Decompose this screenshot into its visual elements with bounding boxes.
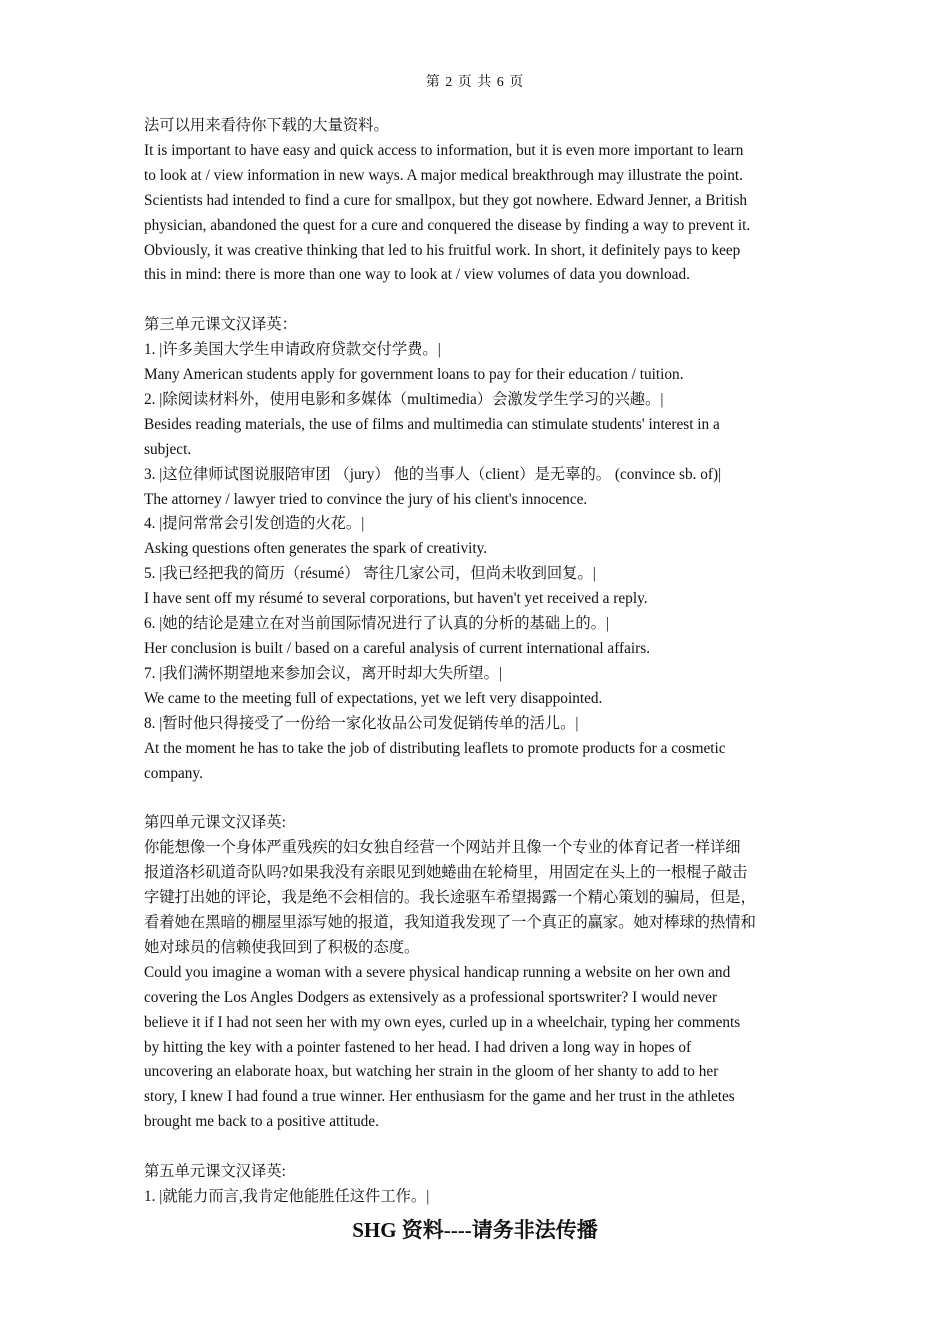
footer-notice: SHG 资料----请务非法传播 [352,1218,598,1242]
item-en: Many American students apply for government loans to pay for their education / tuition. [144,366,684,384]
unit3-item-4 [144,512,816,562]
unit2-cn-tail: 法可以用来看待你下载的大量资料。 [144,117,389,134]
unit2-en-paragraph [144,139,816,288]
item-en: At the moment he has to take the job of distributing leaflets to promote products for a cosmetic [144,739,726,757]
item-cn: 6. |她的结论是建立在对当前国际情况进行了认真的分析的基础上的。| [144,615,610,633]
item-cn: 7. |我们满怀期望地来参加会议，离开时却大失所望。| [144,664,502,682]
item-cn: 5. |我已经把我的简历（résumé） 寄往几家公司，但尚未收到回复。| [144,565,596,583]
item-en: Asking questions often generates the spark of creativity. [144,540,488,558]
text-line: believe it if I had not seen her with my own eyes, curled up in a wheelchair, typing her comments [144,1013,741,1031]
item-en: We came to the meeting full of expectations, yet we left very disappointed. [144,689,603,707]
text-line: Scientists had intended to find a cure for smallpox, but they got nowhere. Edward Jenner, a British [144,191,748,209]
item-en: The attorney / lawyer tried to convince the jury of his client's innocence. [144,490,588,508]
unit3-item-6 [144,612,816,662]
text-line: this in mind: there is more than one way to look at / view volumes of data you download. [144,266,690,284]
item-cn: 1. |许多美国大学生申请政府贷款交付学费。| [144,341,441,359]
text-line: by hitting the key with a pointer fastened to her head. I had driven a long way in hopes of [144,1038,692,1056]
text-line: 报道洛杉矶道奇队吗?如果我没有亲眼见到她蜷曲在轮椅里，用固定在头上的一根棍子敲击 [144,864,748,882]
text-line: covering the Los Angles Dodgers as extensively as a professional sportswriter? I would never [144,988,718,1006]
text-line: Could you imagine a woman with a severe physical handicap running a website on her own and [144,963,731,981]
page-number-header: 第 2 页 共 6 页 [425,75,525,90]
text-line: 她对球员的信赖使我回到了积极的态度。 [144,938,420,956]
unit4-cn-paragraph [144,836,816,961]
unit3-item-3 [144,463,816,513]
item-en: Her conclusion is built / based on a careful analysis of current international affairs. [144,640,651,658]
item-cn: 2. |除阅读材料外，使用电影和多媒体（multimedia）会激发学生学习的兴趣。| [144,390,664,408]
unit3-item-2 [144,388,816,463]
item-cn: 8. |暂时他只得接受了一份给一家化妆品公司发促销传单的活儿。| [144,714,579,732]
text-line: 字键打出她的评论，我是绝不会相信的。我长途驱车希望揭露一个精心策划的骗局，但是， [144,889,756,907]
unit4-heading: 第四单元课文汉译英: [144,814,286,832]
text-line: 你能想像一个身体严重残疾的妇女独自经营一个网站并且像一个专业的体育记者一样详细 [144,839,741,857]
unit3-item-5 [144,562,816,612]
item-en: I have sent off my résumé to several corporations, but haven't yet received a reply. [144,590,648,608]
unit3-item-1 [144,338,816,388]
text-line: physician, abandoned the quest for a cure and conquered the disease by finding a way to prevent it. [144,216,751,234]
text-line: Obviously, it was creative thinking that led to his fruitful work. In short, it definitely pays to keep [144,241,741,259]
item-en: subject. [144,440,192,458]
unit3-heading: 第三单元课文汉译英： [144,316,297,334]
text-line: uncovering an elaborate hoax, but watching her strain in the gloom of her shanty to add to her [144,1063,719,1081]
item-cn: 4. |提问常常会引发创造的火花。| [144,515,365,533]
text-line: to look at / view information in new ways. A major medical breakthrough may illustrate the point. [144,166,743,184]
unit5-item-1-cn: 1. |就能力而言,我肯定他能胜任这件工作。| [144,1187,430,1205]
unit3-item-8 [144,712,816,787]
document-body [144,114,816,1210]
text-line: It is important to have easy and quick access to information, but it is even more important to learn [144,141,744,159]
text-line: brought me back to a positive attitude. [144,1113,379,1131]
item-cn: 3. |这位律师试图说服陪审团 （jury） 他的当事人（client）是无辜的。 (convince sb. of)| [144,465,722,483]
item-en: Besides reading materials, the use of films and multimedia can stimulate students' interest in a [144,415,720,433]
text-line: 看着她在黑暗的棚屋里添写她的报道，我知道我发现了一个真正的赢家。她对棒球的热情和 [144,913,756,931]
unit3-item-7 [144,662,816,712]
unit4-en-paragraph [144,961,816,1135]
item-en: company. [144,764,203,782]
text-line: story, I knew I had found a true winner. Her enthusiasm for the game and her trust in the athletes [144,1088,735,1106]
unit5-heading: 第五单元课文汉译英: [144,1163,286,1181]
